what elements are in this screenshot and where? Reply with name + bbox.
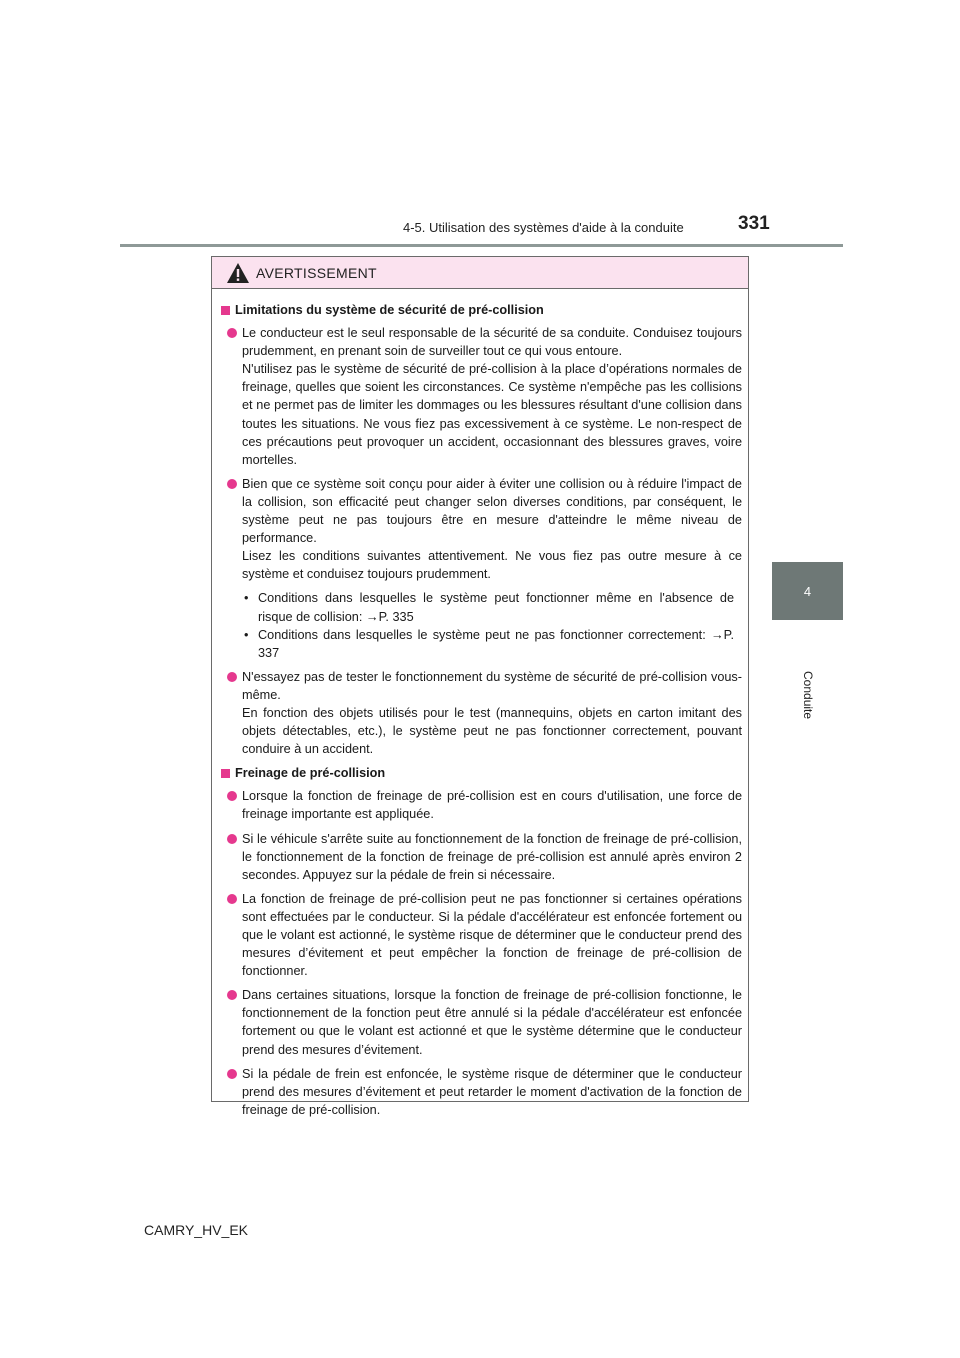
sub-list-item: [242, 589, 742, 625]
warning-section: [221, 764, 742, 1119]
bullet-paragraph: En fonction des objets utilisés pour le test (mannequins, objets en carton imitant des objets détectables, etc.), le système peut ne pas fonctionner correctement, pouvant conduire à un accident.: [242, 705, 742, 757]
bullet-item: [221, 475, 742, 662]
warning-box: [211, 256, 749, 1117]
warning-triangle-icon: [226, 262, 250, 284]
small-dot-icon: •: [244, 591, 249, 606]
square-bullet-icon: [221, 306, 230, 315]
sub-list: [242, 589, 742, 661]
circle-bullet-icon: [227, 672, 237, 682]
bullet-item: [221, 1065, 742, 1119]
bullet-paragraph: Bien que ce système soit conçu pour aider à éviter une collision ou à réduire l'impact de la collision, son efficacité peut changer selon diverses conditions, par conséquent, le système peut ne pas toujours être en mesure d'atteindre le même niveau de performance.: [242, 476, 742, 546]
bullet-item: [221, 890, 742, 980]
section-heading: [221, 301, 742, 319]
chapter-title: Conduite: [801, 670, 815, 720]
sub-list-text: Conditions dans lesquelles le système peut fonctionner même en l'absence de risque de collision: →P. 335: [258, 591, 734, 624]
bullet-item: [221, 830, 742, 884]
sub-list-text: Conditions dans lesquelles le système peut ne pas fonctionner correctement: →P. 337: [258, 627, 734, 660]
chapter-tab: [772, 562, 843, 620]
chapter-number: 4: [803, 583, 812, 599]
circle-bullet-icon: [227, 479, 237, 489]
bullet-paragraph: Dans certaines situations, lorsque la fonction de freinage de pré-collision fonctionne, le fonctionnement de la fonction peut être annulé si la pédale d'accélérateur est enfoncée fortement ou que le volant est actionné et que le système détermine que le conducteur prend des mesures d’évitement.: [242, 988, 742, 1057]
circle-bullet-icon: [227, 1069, 237, 1079]
warning-title: AVERTISSEMENT: [256, 264, 377, 281]
bullet-paragraph: N'utilisez pas le système de sécurité de pré-collision à la place d’opérations normales de freinage, quelles que soient les circonstances. Ce système n'empêche pas les collisions et ne permet pas de limiter les dommages ou les blessures résultant d'une collision dans toutes les situations. Ne vous fiez pas excessivement à ce système. Le non-respect de ces précautions peut provoquer un accident, occasionnant des blessures graves, voire mortelles.: [242, 362, 742, 467]
bullet-paragraph: Si la pédale de frein est enfoncée, le système risque de déterminer que le conducteur prend des mesures d’évitement et peut retarder le moment d'activation de la fonction de freinage de pré-collision.: [242, 1066, 742, 1117]
circle-bullet-icon: [227, 834, 237, 844]
warning-body: [212, 289, 748, 1119]
section-title: 4-5. Utilisation des systèmes d'aide à la conduite: [403, 220, 684, 235]
bullet-item: [221, 668, 742, 758]
bullet-paragraph: Si le véhicule s'arrête suite au fonctionnement de la fonction de freinage de pré-collision, le fonctionnement de la fonction de freinage de pré-collision est annulé après environ 2 secondes. Appuyez sur la pédale de frein si nécessaire.: [242, 831, 742, 882]
bullet-item: [221, 324, 742, 469]
model-code: CAMRY_HV_EK: [144, 1222, 249, 1238]
bullet-paragraph: N'essayez pas de tester le fonctionnement du système de sécurité de pré-collision vous-même.: [242, 669, 742, 702]
bullet-item: [221, 787, 742, 823]
section-heading: [221, 764, 742, 782]
bullet-item: [221, 986, 742, 1058]
square-bullet-icon: [221, 769, 230, 778]
bullet-paragraph: Lorsque la fonction de freinage de pré-collision est en cours d'utilisation, une force de freinage importante est appliquée.: [242, 789, 742, 822]
warning-section: [221, 301, 742, 758]
bullet-paragraph: La fonction de freinage de pré-collision peut ne pas fonctionner si certaines opérations sont effectuées par le conducteur. Si la pédale d'accélérateur est enfoncée fortement ou que le volant est actionné, le système risque de déterminer que le conducteur prend des mesures d’évitement et peut empêcher la fonction de freinage de pré-collision de fonctionner.: [242, 891, 742, 979]
header-divider: [120, 244, 843, 247]
small-dot-icon: •: [244, 627, 249, 642]
bullet-paragraph: Lisez les conditions suivantes attentivement. Ne vous fiez pas outre mesure à ce système et conduisez toujours prudemment.: [242, 549, 742, 582]
page-number: 331: [738, 213, 770, 234]
circle-bullet-icon: [227, 894, 237, 904]
warning-header: [212, 257, 748, 289]
section-heading-text: Freinage de pré-collision: [235, 766, 386, 781]
sub-list-item: [242, 626, 742, 662]
circle-bullet-icon: [227, 791, 237, 801]
circle-bullet-icon: [227, 990, 237, 1000]
bullet-paragraph: Le conducteur est le seul responsable de la sécurité de sa conduite. Conduisez toujours prudemment, en prenant soin de surveiller tout ce qui vous entoure.: [242, 326, 742, 359]
section-heading-text: Limitations du système de sécurité de pré-collision: [235, 303, 544, 317]
circle-bullet-icon: [227, 328, 237, 338]
